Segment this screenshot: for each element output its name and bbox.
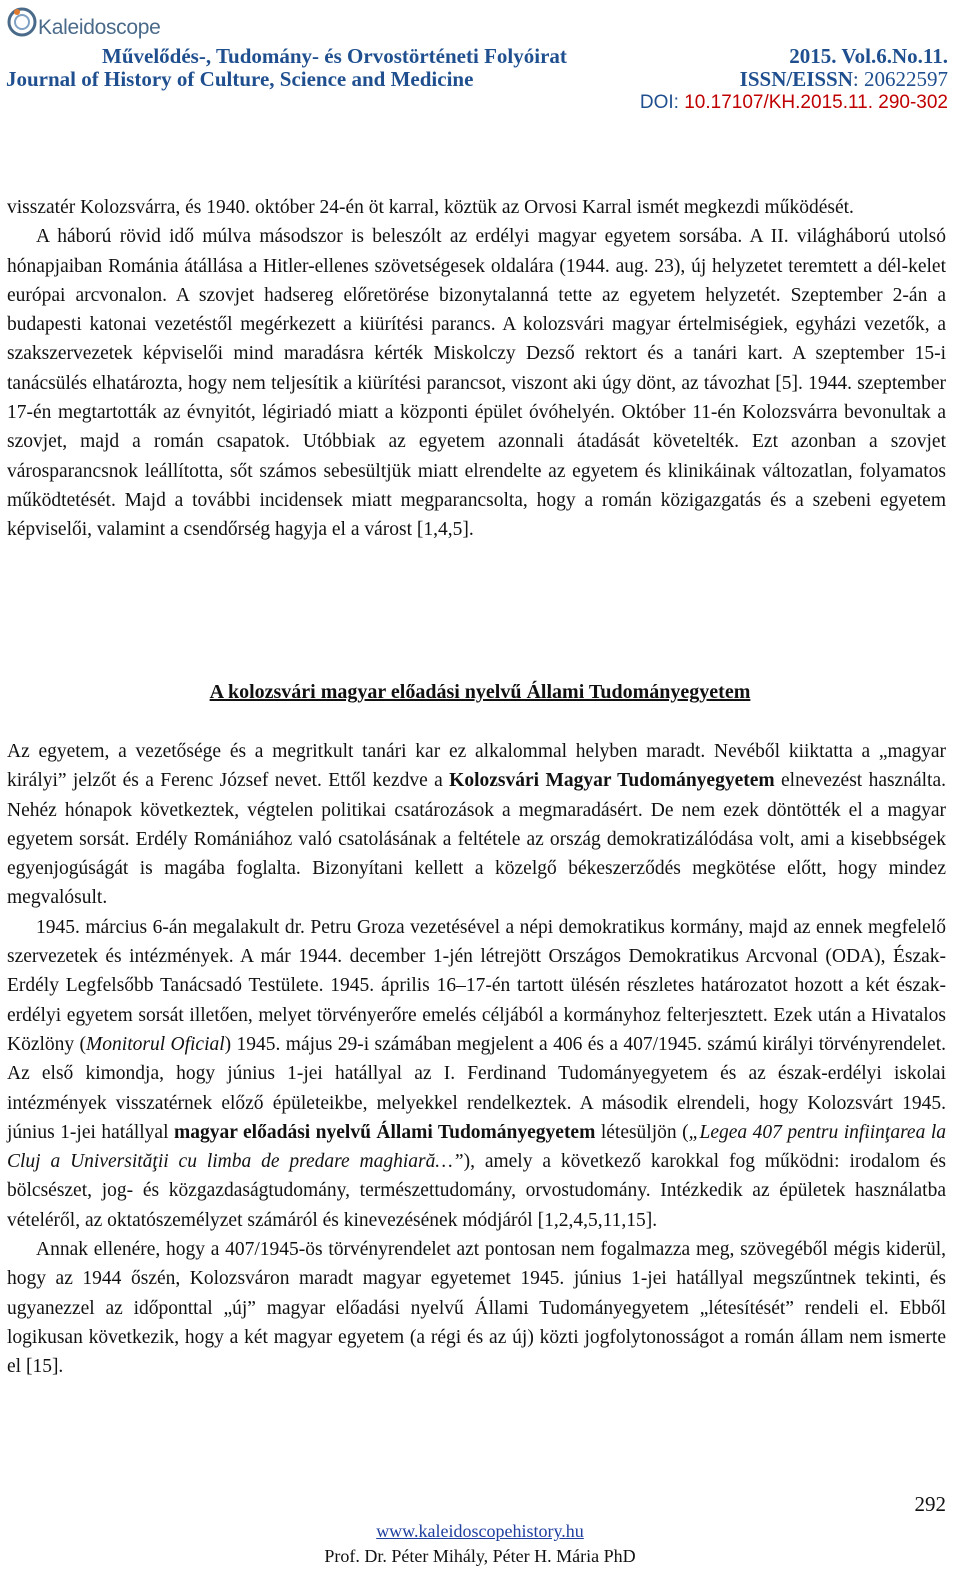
- p4-text-d: ), amely a következő karokkal fog működni: irodalom és bölcsészet, jog- és közgazdaságtudomány, természettudomány, orvostudomány. Intézkedik az épületek használatba vételéről, az oktatószemélyzet számáról és kinevezésének módjáról [1,2,4,5,11,15].: [7, 1151, 946, 1231]
- article-body-top: [7, 193, 946, 545]
- doi-label: DOI:: [639, 92, 679, 113]
- p4-text-c: létesüljön (: [595, 1121, 689, 1143]
- website-link[interactable]: www.kaleidoscopehistory.hu: [376, 1521, 584, 1541]
- paragraph-2: A háború rövid idő múlva másodszor is beleszólt az erdélyi magyar egyetem sorsába. A II. világháború utolsó hónapjaiban Románia átállása a Hitler-ellenes szövetségesek oldalára (1944. aug. 23), új helyzetet teremtett a dél-kelet európai arcvonalon. A szovjet hadsereg előretörése bizonytalanná tette az egyetem helyzetét. Szeptember 2-án a budapesti katonai vezetéstől megérkezett a kiürítési parancs. A kolozsvári magyar értelmiségiek, egyházi vezetők, a szakszervezetek képviselői mind maradásra kérték Miskolczy Dezső rektort és a tanári kart. A szeptember 15-i tanácsülés elhatározta, hogy nem teljesítik a kiürítési parancsot, viszont aki úgy dönt, az távozhat [5]. 1944. szeptember 17-én megtartották az évnyitót, légiriadó miatt a központi épület óvóhelyén. Október 11-én Kolozsvárra bevonultak a szovjet, majd a román csapatok. Utóbbiak az egyetem azonnali átadását követelték. Ezt azonban a szovjet városparancsnok leállította, sőt számos sebesültjük miatt elrendelte az egyetem és klinikáinak változatlan, folyamatos működtetését. Majd a további incidensek miatt megparancsolta, hogy a román közigazgatás és a szebeni egyetem képviselői, valamint a csendőrség hagyja el a várost [1,4,5].: [7, 226, 946, 541]
- paragraph-4: [7, 913, 946, 1235]
- journal-title-english: Journal of History of Culture, Science and Medicine: [6, 67, 474, 91]
- doi-value: 10.17107/KH.2015.11. 290-302: [678, 92, 948, 113]
- doi-link[interactable]: [640, 92, 948, 114]
- p4-italic-1: Monitorul Oficial: [86, 1033, 225, 1055]
- journal-header: [0, 0, 960, 120]
- volume-info: 2015. Vol.6.No.11.: [789, 44, 948, 68]
- section-heading: A kolozsvári magyar előadási nyelvű Állami Tudományegyetem: [209, 681, 751, 703]
- paragraph-5: Annak ellenére, hogy a 407/1945-ös törvényrendelet azt pontosan nem fogalmazza meg, szövegéből mégis kiderül, hogy az 1944 őszén, Kolozsváron maradt magyar egyetemet 1945. június 1-jei hatállyal megszűntnek tekinti, és ugyanezzel az időponttal „új” magyar előadási nyelvű Állami Tudományegyetem „létesítését” rendeli el. Ebből logikusan következik, hogy a két magyar egyetem (a régi és az új) közti jogfolytonosságot a román állam nem ismerte el [15].: [7, 1239, 946, 1378]
- p4-text-b: ) 1945. május 29-i számában megjelent a 406 és a 407/1945. számú királyi törvényrendelet. Az első kimondja, hogy június 1-jei hatállyal az I. Ferdinand Tudományegyetem és az észak-erdélyi iskolai intézmények visszatérnek előző épületeikbe, melyekkel rendelkeztek. A második elrendeli, hogy Kolozsvárt 1945. június 1-jei hatállyal: [7, 1033, 946, 1143]
- issn-value: : 20622597: [852, 67, 948, 91]
- p3-bold: Kolozsvári Magyar Tudományegyetem: [449, 770, 775, 792]
- p4-text-a: 1945. március 6-án megalakult dr. Petru Groza vezetésével a népi demokratikus kormány, majd az ennek megfelelő szervezetek és intézmények. A már 1944. december 1-jén létrejött Országos Demokratikus Arcvonal (ODA), Észak-Erdély Legfelsőbb Tanácsadó Testülete. 1945. április 16–17-én tartott ülésén részletes határozatot hozott a két észak-erdélyi egyetem sorsát illetően, melyet törvényerőre emelés céljából a kormányhoz felterjesztett. Ezek után a Hivatalos Közlöny (: [7, 916, 946, 1055]
- p4-bold: magyar előadási nyelvű Állami Tudományegyetem: [174, 1121, 596, 1143]
- page-number: 292: [914, 1492, 946, 1516]
- paragraph-1: visszatér Kolozsvárra, és 1940. október 24-én öt karral, köztük az Orvosi Karral ismét megkezdi működését.: [7, 197, 854, 218]
- issn-label: ISSN/EISSN: [739, 67, 853, 91]
- journal-logo: [6, 4, 161, 46]
- p4-italic-2: „Legea 407 pentru infiinţarea la Cluj a Universităţii cu limba de predare maghiară…”: [7, 1121, 946, 1173]
- issn-info: [740, 67, 948, 92]
- logo-text: Kaleidoscope: [38, 16, 161, 39]
- article-body-section: [7, 737, 946, 1382]
- journal-title-hungarian: Művelődés-, Tudomány- és Orvostörténeti Folyóirat: [102, 44, 567, 68]
- paragraph-3: [7, 737, 946, 913]
- p3-text-b: elnevezést használta. Nehéz hónapok következtek, végtelen politikai csatározások a megmaradásért. De nem ezek döntötték el a magyar egyetem sorsát. Erdély Romániához való csatolásának a feltétele az ország demokratizálódása volt, ami a kisebbségek egyenjogúságát is magába foglalta. Bizonyítani kellett a közelgő békeszerződés megkötése előtt, hogy mindez megvalósult.: [7, 770, 946, 909]
- p3-text-a: Az egyetem, a vezetősége és a megritkult tanári kar ez alkalommal helyben maradt. Nevéből kiiktatta a „magyar királyi” jelzőt és a Ferenc József nevet. Ettől kezdve a: [7, 741, 946, 792]
- footer-authors: Prof. Dr. Péter Mihály, Péter H. Mária PhD: [324, 1546, 636, 1566]
